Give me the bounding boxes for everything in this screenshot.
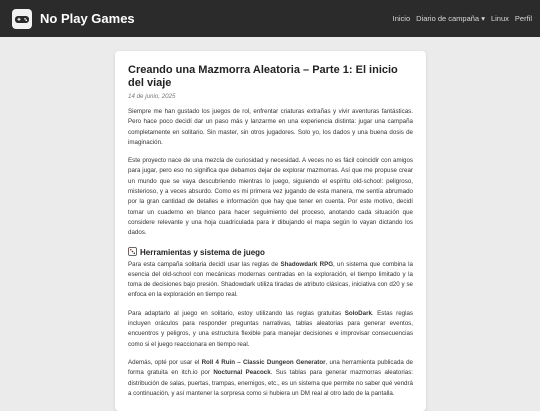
text-run: Además, opté por usar el: [128, 358, 202, 366]
post-paragraph: [128, 358, 413, 399]
dice-icon: [128, 247, 137, 259]
section-heading-text: Herramientas y sistema de juego: [140, 248, 265, 258]
post-paragraph: [128, 309, 413, 350]
site-header: [0, 0, 540, 37]
main-nav: [393, 14, 532, 23]
nav-diario-de-campana[interactable]: Diario de campaña ▾: [416, 14, 485, 23]
roll-4-ruin-text: Roll 4 Ruin – Classic Dungeon Generator: [201, 358, 326, 366]
site-title[interactable]: No Play Games: [40, 11, 135, 26]
nocturnal-peacock-text: Nocturnal Peacock: [213, 369, 271, 377]
nav-linux[interactable]: Linux: [490, 14, 509, 23]
post-paragraph: Siempre me han gustado los juegos de rol, enfrentar criaturas extrañas y vivir aventuras fantásticas. Pero hace poco decidí dar un paso más y lanzarme en una experiencia distinta: jugar una campaña completamente en solitario. Sin master, sin otros jugadores. Solo yo, los dados y una buena dosis de imaginación.: [128, 108, 413, 146]
text-run: . Estas reglas incluyen oráculos para responder preguntas narrativas, tablas aleatorias para generar eventos, encuentros y peligros, y una estructura flexible para manejar decisiones e improvisar consecuencias como si el juego reaccionara en tiempo real.: [128, 309, 413, 348]
nav-inicio[interactable]: Inicio: [392, 14, 411, 23]
text-run: . Sus tablas para generar mazmorras aleatorias: distribución de salas, puertas, trampas, enemigos, etc., es un sistema que permite no saber qué vendrá a continuación, y así mantener la sorpresa como si hubiera un DM real al otro lado de la pantalla.: [128, 369, 414, 397]
shadowdark-rpg-text: Shadowdark RPG: [280, 260, 334, 268]
post-paragraph: [128, 260, 413, 301]
post-title: Creando una Mazmorra Aleatoria – Parte 1: El inicio del viaje: [128, 64, 398, 89]
solodark-text: SoloDark: [344, 309, 372, 317]
text-run: , una herramienta publicada de forma gratuita en itch.io por: [128, 358, 413, 377]
nav-perfil[interactable]: Perfil: [514, 14, 532, 23]
site-logo[interactable]: [12, 9, 32, 29]
text-run: Para esta campaña solitaria decidí usar las reglas de: [128, 260, 281, 268]
section-heading: [128, 247, 413, 259]
controller-icon: [14, 11, 30, 27]
post-date: 14 de junio, 2025: [128, 93, 176, 100]
post-paragraph: Este proyecto nace de una mezcla de curiosidad y necesidad. A veces no es fácil coincidir con amigos para jugar, pero eso no significa que debamos dejar de explorar mazmorras. Así que me propuse crear un mundo que se vaya descubriendo mientras lo juego, siguiendo el espíritu old-school: peligroso, misterioso, y a veces absurdo. Como es mi primera vez jugando de esta manera, me sentía abrumado por la gran cantidad de detalles e información que hay que tener en cuenta. Por este motivo, decidí tomar un cuaderno en blanco para hacer seguimiento del proceso, anotando cada situación que considere relevante y una hoja cuadriculada para ir dibujando el mapa según lo vayan dictando los dados.: [128, 157, 413, 237]
brand[interactable]: [12, 9, 135, 29]
post-card: [115, 51, 426, 411]
text-run: Para adaptarlo al juego en solitario, estoy utilizando las reglas gratuitas: [128, 309, 345, 317]
text-run: , un sistema que combina la esencia del old-school con mecánicas modernas centradas en la exploración, el tiempo limitado y la toma de decisiones bajo presión. Shadowdark utiliza tiradas de atributo clásicas, iniciativa con d20 y se enfoca en la exploración en tiempo real.: [128, 260, 413, 299]
